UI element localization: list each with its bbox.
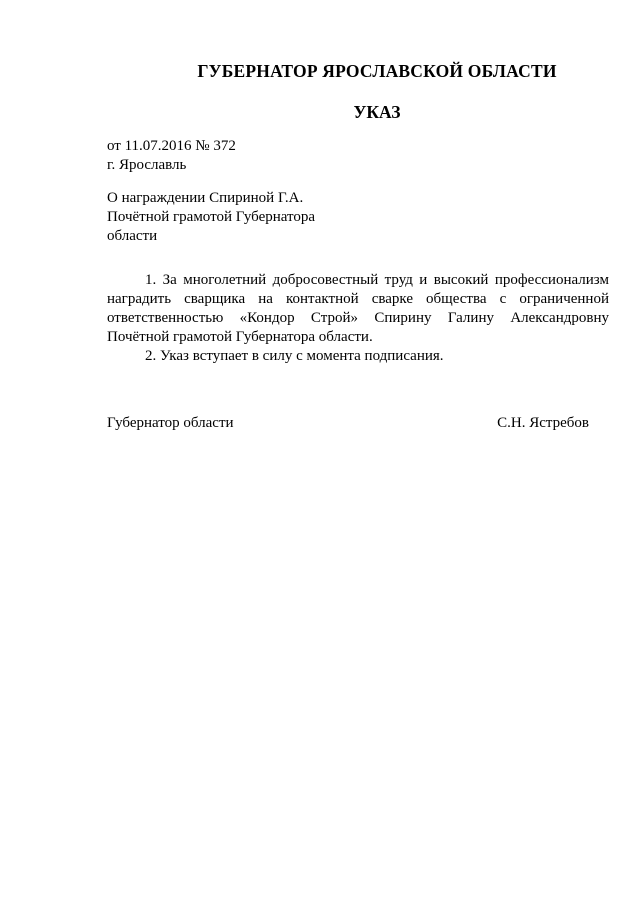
date-number: от 11.07.2016 № 372 [107,138,236,154]
place: г. Ярославль [107,157,187,173]
signatory-position: Губернатор области [107,415,234,431]
document-subject [107,189,315,246]
issuing-authority: ГУБЕРНАТОР ЯРОСЛАВСКОЙ ОБЛАСТИ [197,61,557,81]
body-paragraph: 1. За многолетний добросовестный труд и высокий профессионализм наградить сварщика на контактной сварке общества с ограниченной ответственностью «Кондор Строй» Спирину Галину Александровну Почётной грамотой Губернатора области. [107,272,609,345]
subject-line: О награждении Спириной Г.А. [107,190,304,206]
signatory-name: С.Н. Ястребов [497,415,589,431]
document-body [107,271,609,366]
document-meta [107,137,236,175]
body-paragraph: 2. Указ вступает в силу с момента подписания. [145,348,444,364]
signature-block [107,414,589,433]
document-type: УКАЗ [353,102,401,122]
subject-line: Почётной грамотой Губернатора [107,209,316,225]
subject-line: области [107,228,158,244]
